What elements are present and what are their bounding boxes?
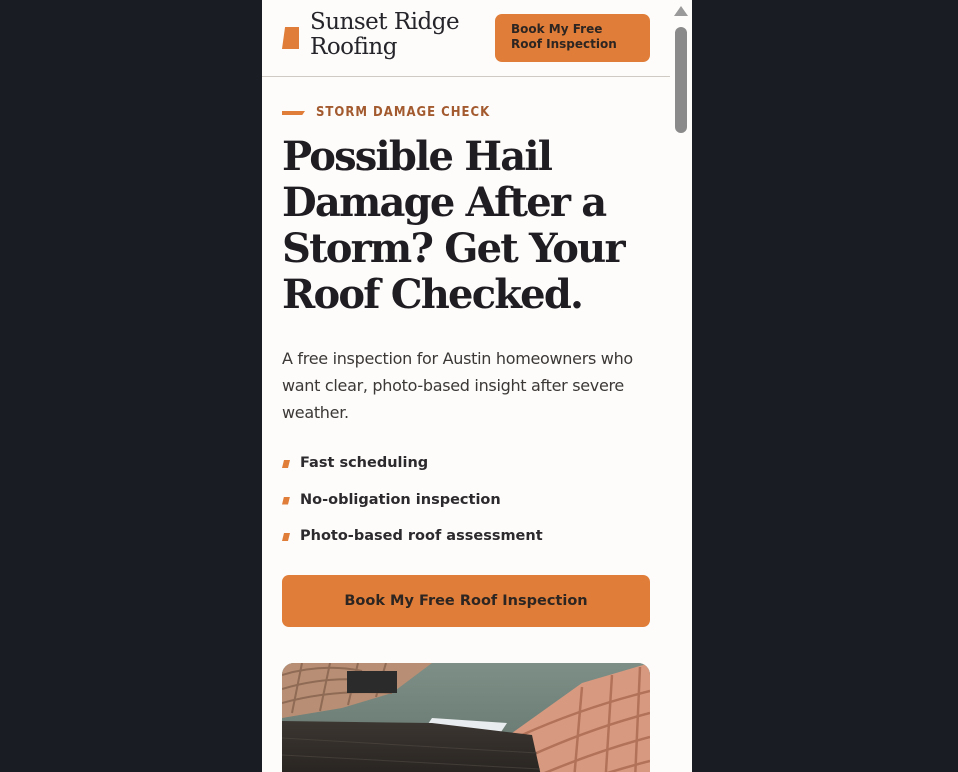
eyebrow-accent-bar (282, 111, 305, 115)
bullet-marker-icon (282, 460, 290, 468)
hero-subcopy: A free inspection for Austin homeowners who want clear, photo-based insight after severe weather. (282, 349, 633, 422)
headline-line-3: Storm? Get Your (282, 225, 624, 272)
eyebrow-label: STORM DAMAGE CHECK (316, 105, 491, 120)
benefit-list (282, 451, 652, 561)
book-inspection-button[interactable]: Book My Free Roof Inspection (282, 575, 650, 627)
brand-name-line-2: Roofing (310, 34, 397, 60)
vertical-scrollbar[interactable] (670, 0, 692, 772)
roof-photo-illustration (282, 663, 650, 772)
bullet-marker-icon (282, 497, 290, 505)
headline-line-1: Possible Hail (282, 133, 552, 180)
brand-name-line-1: Sunset Ridge (310, 9, 460, 35)
header-book-inspection-button[interactable]: Book My Free Roof Inspection (495, 14, 650, 62)
headline-line-4: Roof Checked. (282, 271, 583, 318)
benefit-item (282, 451, 652, 475)
benefit-label: Photo-based roof assessment (300, 528, 543, 544)
headline-line-2: Damage After a (282, 179, 606, 226)
brand-name[interactable] (310, 10, 480, 60)
benefit-item (282, 488, 652, 512)
benefit-item (282, 524, 652, 548)
scroll-up-arrow-icon[interactable] (674, 6, 688, 16)
benefit-label: No-obligation inspection (300, 491, 501, 508)
bullet-marker-icon (282, 533, 290, 541)
roof-photo (282, 663, 650, 772)
logo-icon (282, 27, 299, 49)
site-header (262, 0, 670, 77)
benefit-label: Fast scheduling (300, 455, 429, 471)
landing-page (262, 0, 670, 772)
page-viewport (262, 0, 692, 772)
scrollbar-thumb[interactable] (675, 27, 687, 133)
page-headline (282, 134, 662, 318)
